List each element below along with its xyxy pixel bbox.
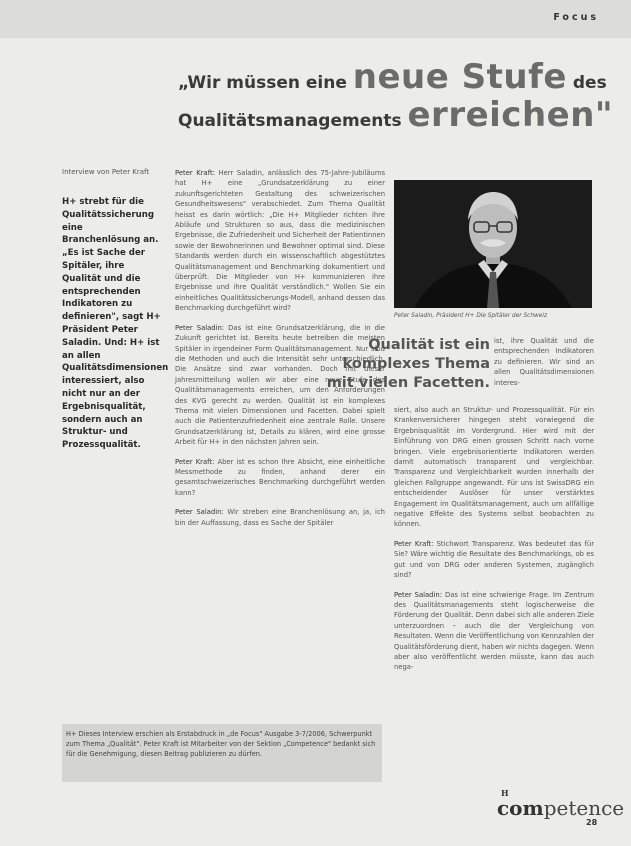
paragraph: [175, 507, 385, 528]
paragraph: [175, 168, 385, 314]
header-band: [0, 0, 631, 38]
headline-part-5: erreichen": [407, 95, 614, 135]
logo-word: [497, 796, 624, 820]
paragraph-text: ist, ihre Qualität und die entsprechenden Indikatoren zu definieren. Wir sind an allen Qualitätsdimensionen interes-: [494, 337, 594, 387]
headline-part-1: „Wir müssen eine: [178, 73, 353, 93]
speaker: Peter Saladin:: [175, 508, 224, 517]
paragraph: [175, 457, 385, 499]
page-number: 28: [586, 818, 598, 827]
paragraph-text: Das ist eine schwierige Frage. Im Zentrum des Qualitätsmanagements steht logischerweise die Förderung der Qualität. Denn dabei sich alle anderen Ziele unterzuordnen – auch die der Vergleichung von Resultaten. Wenn die Veröffentlichung von Kennzahlen der Qualitätsförderung dient, haben wir nichts dagegen. Wenn aber also veröffentlicht werden müsste, kann das auch nega-: [394, 590, 594, 672]
speaker: Peter Saladin:: [175, 323, 225, 332]
article-column-3: [394, 405, 594, 682]
info-box-text: H+ Dieses Interview erschien als Erstabdruck in „de Focus" Ausgabe 3-7/2006, Schwerpunkt zum Thema „Qualität". Peter Kraft ist Mitarbeiter von der Sektion „Competence" bedankt sich für die Genehmigung, diesen Beitrag publizieren zu dürfen.: [66, 730, 376, 758]
portrait-illustration: [394, 180, 592, 308]
headline-part-4: Qualitätsmanagements: [178, 111, 408, 131]
paragraph-text: Wir streben eine Branchenlösung an, ja, ich bin der Auffassung, dass es Sache der Spitäler: [175, 508, 385, 527]
section-label: Focus: [553, 12, 599, 23]
portrait-photo: [394, 180, 592, 308]
speaker: Peter Kraft:: [175, 457, 215, 466]
paragraph-text: Aber ist es schon Ihre Absicht, eine einheitliche Messmethode zu finden, anhand derer ein gesamtschweizerisches Benchmarking durchgeführt werden kann?: [175, 457, 385, 497]
paragraph-text: Stichwort Transparenz. Was bedeutet das für Sie? Wäre wichtig die Resultate des Benchmarkings, ob es gut und von DRG oder anderen Systemen, zugänglich sind?: [394, 539, 594, 580]
byline: Interview von Peter Kraft: [62, 168, 150, 176]
paragraph: [394, 539, 594, 581]
lead-paragraph: H+ strebt für die Qualitätssicherung eine Branchenlösung an. „Es ist Sache der Spitäler, ihre Qualität und die entsprechenden Indikatoren zu definieren", sagt H+ Präsident Peter Saladin. Und: H+ ist an allen Qualitätsdimensionen interessiert, also nicht nur an der Ergebnisqualität, sondern auch an Struktur- und Prozessqualität.: [62, 197, 169, 451]
paragraph: [494, 336, 594, 388]
speaker: Peter Kraft:: [175, 169, 215, 177]
paragraph: [394, 405, 594, 530]
headline-part-3: des: [566, 73, 607, 93]
headline-part-2: neue Stufe: [352, 57, 567, 97]
logo-word-tail: petence: [543, 796, 625, 820]
photo-caption: Peter Saladin, Präsident H+ Die Spitäler der Schweiz: [394, 313, 547, 319]
article-headline: [178, 57, 618, 135]
paragraph-text: Herr Saladin, anlässlich des 75-Jahre-Jubiläums hat H+ eine „Grundsatzerklärung zu einer zukunftsgerichteten Gestaltung des schweizerischen Gesundheitswesens" verabschiedet. Zum Thema Qualität heisst es darin wörtlich: „Die H+ Mitglieder richten ihre Abläufe und Strukturen so aus, dass die medizinischen Ergebnisse, die Zufriedenheit und Sicherheit der Patientinnen sowie der Bewohnerinnen und Bewohner optimal sind. Diese Standards werden durch ein wissenschaftlich abgestütztes Qualitätsmanagement und Benchmarking dokumentiert und überprüft. Die Mitglieder von H+ kommunizieren ihre Ergebnisse und ihre Qualität verständlich." Wollen Sie ein einheitliches Qualitätssicherungs-Modell, anhand dessen das Benchmarking durchgeführt wird?: [175, 169, 385, 313]
speaker: Peter Saladin:: [394, 590, 442, 599]
paragraph-text: siert, also auch an Struktur- und Prozessqualität. Für ein Krankenversicherer hingegen steht vorwiegend die Ergebnisqualität im Vordergrund. Hier wird mit der Einführung von DRG einen grossen Schritt nach vorne bringen. Viele ergebnisorientierte Indikatoren werden damit automatisch transparent und vergleichbar. Transparenz und Vergleichbarkeit wurden innerhalb der gleichen Fallgruppe angewandt. Für uns ist SwissDRG ein entscheidender Auslöser für unser verstärktes Engagement im Qualitätsmanagement, auch um allfällige negative Effekte des Systems selbst beobachten zu können.: [394, 406, 594, 529]
logo-prefix: H: [501, 788, 509, 798]
paragraph-text: Das ist eine Grundsatzerklärung, die in die Zukunft gerichtet ist. Bereits heute betreiben die meisten Spitäler in irgendeiner Form Qualitätsmanagement. Nur sind die Methoden und auch die Intensität sehr unterschiedlich. Die Ansätze sind zwar vorhanden. Doch mit dieser Jahresmitteilung wollen wir aber eine neue Stufe des Qualitätsmanagements erreichen, um den Anforderungen des KVG gerecht zu werden. Qualität ist ein komplexes Thema mit vielen Dimensionen und Facetten. Dabei spielt auch die Patientenzufriedenheit eine zentrale Rolle. Unsere Grundsatzerklärung ist, Details zu klären, wird eine grosse Arbeit für H+ in den nächsten Jahren sein.: [175, 323, 385, 447]
competence-logo: [497, 788, 625, 820]
paragraph: [394, 590, 594, 673]
article-column-2: [494, 336, 594, 397]
speaker: Peter Kraft:: [394, 539, 434, 548]
pull-quote: Qualität ist ein komplexes Thema mit vielen Facetten.: [326, 337, 490, 391]
logo-word-main: com: [497, 796, 544, 820]
